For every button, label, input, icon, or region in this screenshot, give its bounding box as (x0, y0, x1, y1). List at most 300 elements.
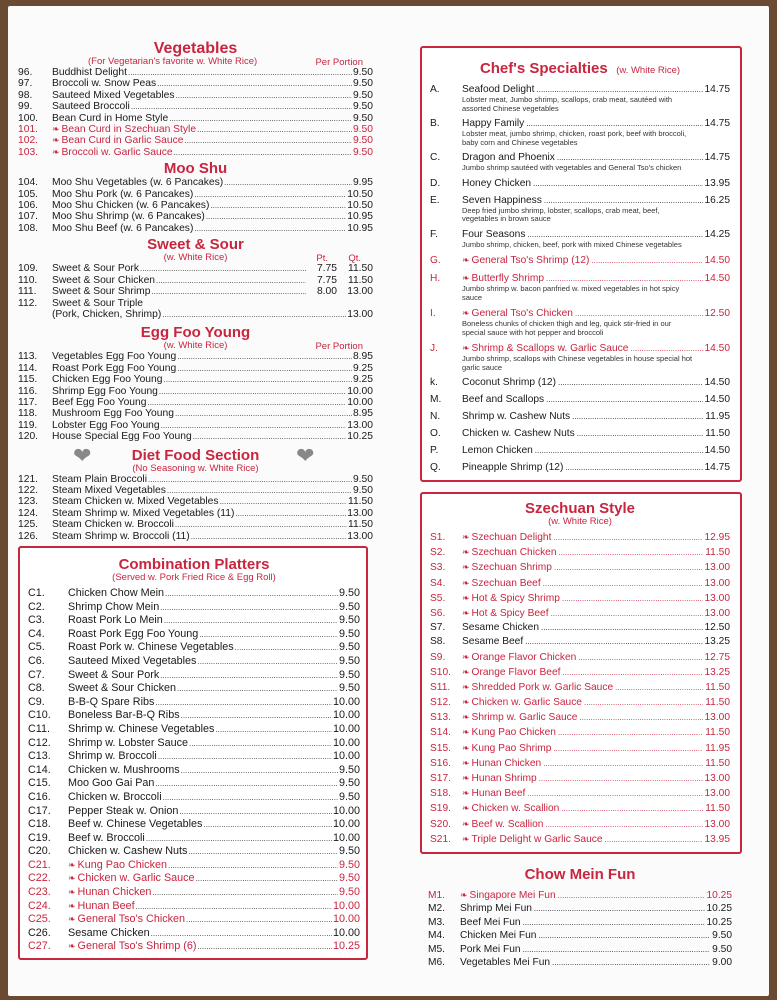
item-name: Sweet & Sour Triple (52, 297, 143, 309)
menu-item[interactable] (430, 428, 730, 440)
menu-item[interactable] (18, 223, 373, 234)
menu-item[interactable] (430, 757, 730, 770)
menu-item[interactable] (18, 286, 373, 297)
item-name: Sesame Chicken (68, 926, 150, 939)
leader-dots (197, 655, 338, 669)
menu-item[interactable] (18, 496, 373, 507)
item-number: A. (430, 84, 440, 95)
leader-dots (552, 957, 710, 969)
item-name: Sesame Beef (462, 636, 524, 648)
item-price: 14.50 (704, 377, 730, 388)
item-number: S2. (430, 547, 446, 559)
item-number: C1. (28, 587, 45, 599)
hot-pepper-icon: ❧ (462, 651, 470, 662)
hot-pepper-icon: ❧ (462, 532, 470, 542)
item-number: 124. (18, 507, 39, 519)
menu-item[interactable] (428, 944, 732, 956)
leader-dots (523, 917, 705, 929)
leader-dots (176, 90, 352, 101)
menu-item[interactable] (28, 886, 360, 900)
item-price: 10.95 (347, 211, 373, 223)
item-number: 96. (18, 67, 33, 78)
menu-item[interactable] (28, 669, 360, 683)
item-name: House Special Egg Foo Young (52, 431, 192, 443)
vegetables-subheader (18, 57, 373, 67)
item-price: 11.50 (705, 428, 730, 439)
item-price: 9.50 (338, 886, 360, 899)
menu-item[interactable] (430, 711, 730, 724)
item-name: Steam Chicken w. Broccoli (52, 519, 174, 531)
menu-item[interactable] (18, 78, 373, 89)
item-price: 12.50 (704, 308, 730, 319)
leader-dots (159, 386, 346, 397)
menu-item[interactable] (18, 90, 373, 101)
item-price: 9.50 (338, 777, 360, 790)
menu-item[interactable] (28, 818, 360, 832)
item-name: General Tso's Chicken (77, 913, 186, 926)
menu-item[interactable] (28, 682, 360, 696)
menu-item[interactable] (18, 431, 373, 442)
leader-dots (543, 578, 703, 590)
leader-dots (527, 229, 702, 241)
menu-item[interactable] (18, 298, 373, 309)
item-name: Bean Curd in Home Style (52, 112, 169, 124)
item-number: 110. (18, 274, 38, 286)
menu-item[interactable] (430, 666, 730, 679)
item-name: Moo Shu Vegetables (w. 6 Pancakes) (52, 177, 224, 189)
item-number: C. (430, 152, 441, 163)
menu-item[interactable] (430, 787, 730, 800)
item-name: Roast Pork Egg Foo Young (52, 362, 177, 374)
menu-item[interactable] (18, 113, 373, 124)
item-number: O. (430, 428, 441, 439)
item-name: Hot & Spicy Beef (471, 607, 549, 619)
item-name: Szechuan Shrimp (471, 562, 552, 574)
item-number: 108. (18, 222, 39, 234)
item-number: I. (430, 308, 436, 319)
item-name: Orange Flavor Beef (471, 666, 561, 678)
menu-item[interactable] (428, 930, 732, 942)
item-name: Roast Pork w. Chinese Vegetables (68, 641, 234, 654)
menu-item[interactable] (430, 377, 730, 389)
item-price: 14.75 (704, 84, 730, 95)
menu-item[interactable] (18, 275, 373, 286)
item-number: C7. (28, 668, 45, 681)
item-price: 10.50 (347, 188, 373, 200)
item-number: 126. (18, 530, 39, 542)
item-name: Beef and Scallops (462, 394, 545, 405)
item-price: 10.00 (332, 695, 360, 708)
item-description: Boneless chunks of chicken thigh and leg, quick stir-fried in our special sauce with hot pepper and broccoli (462, 319, 672, 337)
leader-dots (161, 420, 347, 431)
item-number: M2. (428, 903, 445, 915)
leader-dots (591, 255, 702, 267)
item-price-pint: 7.75 (316, 263, 337, 275)
menu-item[interactable] (430, 607, 730, 620)
leader-dots (539, 773, 703, 785)
item-price: 9.50 (338, 858, 360, 871)
menu-item[interactable] (28, 832, 360, 846)
left-column (18, 40, 373, 960)
menu-item[interactable] (28, 913, 360, 927)
menu-item[interactable] (430, 651, 730, 664)
item-name: Moo Shu Pork (w. 6 Pancakes) (52, 188, 194, 200)
item-price: 9.25 (352, 362, 373, 374)
menu-item[interactable] (430, 681, 730, 694)
item-name: Vegetables Egg Foo Young (52, 351, 177, 363)
item-number: B. (430, 118, 440, 129)
vegetables-title: Vegetables (153, 40, 238, 57)
vegetables-list (18, 67, 373, 158)
leader-dots (562, 667, 702, 679)
leader-dots (561, 803, 703, 815)
item-price: 11.50 (705, 681, 730, 693)
item-number: H. (430, 273, 441, 284)
item-name: Dragon and Phoenix (462, 152, 555, 163)
leader-dots (151, 927, 332, 941)
item-name: Sweet & Sour Shrimp (52, 286, 151, 298)
leader-dots (162, 309, 346, 320)
leader-dots (151, 286, 306, 297)
menu-item[interactable] (28, 750, 360, 764)
menu-item[interactable] (18, 508, 373, 519)
hot-pepper-icon: ❧ (462, 712, 470, 723)
item-name: Hunan Chicken (77, 886, 152, 899)
menu-item[interactable] (18, 386, 373, 397)
item-number: 122. (18, 484, 39, 496)
menu-item[interactable] (430, 742, 730, 755)
item-price: 10.00 (332, 913, 360, 926)
menu-item[interactable] (430, 394, 730, 406)
menu-item[interactable] (28, 696, 360, 710)
item-number: 123. (18, 496, 39, 508)
leader-dots (534, 903, 705, 915)
leader-dots (160, 601, 338, 615)
leader-dots (193, 431, 347, 442)
menu-item[interactable] (18, 135, 373, 146)
item-name: Hunan Shrimp (471, 773, 537, 784)
leader-dots (523, 944, 711, 956)
leader-dots (554, 562, 703, 574)
leader-dots (197, 940, 332, 954)
menu-item[interactable] (430, 818, 730, 831)
leader-dots (136, 900, 332, 914)
menu-item[interactable] (18, 147, 373, 158)
item-name: Broccoli w. Snow Peas (52, 78, 157, 90)
item-price: 14.25 (704, 228, 730, 240)
leader-dots (206, 211, 346, 222)
menu-item[interactable] (430, 636, 730, 648)
item-price: 13.00 (704, 607, 730, 619)
heart-icon: ❤ (73, 442, 92, 468)
item-price: 10.00 (332, 831, 360, 844)
item-name: Moo Shu Shrimp (w. 6 Pancakes) (52, 211, 205, 223)
leader-dots (558, 890, 705, 902)
item-number: 120. (18, 431, 39, 443)
item-number: C14. (28, 763, 51, 776)
leader-dots (553, 743, 703, 755)
menu-item[interactable] (18, 374, 373, 385)
menu-item[interactable] (28, 614, 360, 628)
item-number: S18. (430, 788, 451, 800)
hot-pepper-icon: ❧ (462, 343, 470, 353)
item-name: Triple Delight w Garlic Sauce (471, 833, 603, 845)
menu-item[interactable] (428, 903, 732, 915)
item-number: C15. (28, 777, 51, 790)
hot-pepper-icon: ❧ (462, 757, 470, 768)
item-name: Seafood Delight (462, 84, 535, 95)
leader-dots (156, 275, 306, 286)
menu-item[interactable] (18, 408, 373, 419)
item-description: Jumbo shrimp, chicken, beef, pork with mixed Chinese vegetables (462, 239, 682, 249)
item-price: 9.50 (338, 682, 360, 695)
item-name: Szechuan Beef (471, 577, 541, 589)
menu-item[interactable] (18, 363, 373, 374)
item-price: 13.00 (704, 818, 730, 830)
item-name: Kung Pao Chicken (471, 727, 556, 739)
menu-item[interactable] (428, 957, 732, 969)
menu-item[interactable] (18, 67, 373, 78)
item-number: C24. (28, 899, 51, 912)
menu-item[interactable] (430, 445, 730, 457)
item-number: G. (430, 255, 441, 266)
hot-pepper-icon: ❧ (462, 308, 470, 318)
item-name: Hot & Spicy Shrimp (471, 592, 560, 604)
menu-item[interactable] (28, 709, 360, 723)
item-number: C2. (28, 600, 45, 613)
hot-pepper-icon: ❧ (462, 681, 470, 692)
menu-item[interactable] (18, 124, 373, 135)
item-number: 114. (18, 362, 38, 374)
menu-item[interactable] (18, 101, 373, 112)
menu-item[interactable] (28, 900, 360, 914)
item-price: 14.75 (704, 462, 730, 473)
item-number: S3. (430, 562, 446, 574)
menu-item[interactable] (430, 577, 730, 590)
menu-item[interactable] (18, 397, 373, 408)
menu-item[interactable] (18, 531, 373, 542)
item-number: 125. (18, 519, 39, 531)
leader-dots (541, 622, 702, 634)
menu-item[interactable] (28, 723, 360, 737)
chefs-list (430, 84, 730, 474)
hot-pepper-icon: ❧ (462, 592, 470, 603)
item-number: 105. (18, 188, 39, 200)
leader-dots (164, 374, 352, 385)
item-price: 9.50 (338, 790, 360, 803)
menu-item[interactable] (18, 351, 373, 362)
menu-item[interactable] (18, 200, 373, 211)
leader-dots (220, 496, 347, 507)
menu-item[interactable] (28, 601, 360, 615)
menu-item[interactable] (430, 561, 730, 574)
menu-item[interactable] (28, 587, 360, 601)
menu-item[interactable] (430, 229, 730, 241)
item-price: 9.50 (712, 930, 732, 942)
item-price: 14.50 (704, 255, 730, 266)
item-number: 99. (18, 101, 33, 113)
menu-item[interactable] (28, 641, 360, 655)
item-number: S5. (430, 592, 446, 604)
hot-pepper-icon: ❧ (68, 887, 76, 898)
menu-item[interactable] (18, 474, 373, 485)
vegetables-col-header: Per Portion (315, 57, 363, 68)
leader-dots (181, 764, 338, 778)
item-number: C8. (28, 682, 45, 695)
menu-item[interactable] (18, 189, 373, 200)
leader-dots (525, 636, 702, 648)
item-name: Moo Shu Beef (w. 6 Pancakes) (52, 222, 194, 234)
item-price: 10.00 (332, 899, 360, 912)
item-number: E. (430, 194, 440, 206)
menu-item[interactable] (430, 195, 730, 207)
menu-item[interactable] (18, 263, 373, 274)
menu-item[interactable] (430, 462, 730, 474)
item-price: 9.00 (712, 957, 732, 969)
item-name: Beef w. Scallion (471, 818, 544, 830)
item-price: 14.75 (704, 118, 730, 129)
item-price: 13.25 (704, 666, 730, 678)
menu-item[interactable] (430, 622, 730, 634)
item-price: 12.95 (704, 532, 730, 543)
item-number: S15. (430, 742, 451, 754)
item-number: 118. (18, 408, 38, 420)
menu-item[interactable] (18, 211, 373, 222)
menu-item[interactable] (28, 845, 360, 859)
hot-pepper-icon: ❧ (462, 577, 470, 588)
menu-item[interactable] (28, 777, 360, 791)
item-price: 11.95 (705, 411, 730, 422)
leader-dots (535, 445, 703, 457)
chow-mein-fun-section (420, 866, 742, 970)
item-price: 10.25 (706, 903, 732, 915)
leader-dots (572, 411, 703, 423)
item-description: Lobster meat, jumbo shrimp, chicken, roast pork, beef with broccoli, baby corn and Chinese vegetables (462, 129, 687, 147)
leader-dots (186, 913, 332, 927)
menu-item[interactable] (430, 802, 730, 815)
hot-pepper-icon: ❧ (462, 773, 470, 783)
chefs-specialties-box (420, 46, 742, 482)
item-number: D. (430, 177, 441, 189)
menu-item[interactable] (430, 411, 730, 423)
menu-item[interactable] (28, 805, 360, 819)
hot-pepper-icon: ❧ (462, 666, 470, 677)
menu-item[interactable] (430, 696, 730, 709)
item-name: Happy Family (462, 118, 525, 129)
menu-item[interactable] (18, 485, 373, 496)
item-price: 11.95 (705, 742, 730, 754)
menu-item[interactable] (28, 628, 360, 642)
item-number: 117. (18, 396, 38, 408)
menu-item[interactable] (18, 519, 373, 530)
item-price: 10.00 (332, 722, 360, 735)
menu-item[interactable] (28, 791, 360, 805)
sweet-sour-list (18, 263, 373, 297)
item-number: 115. (18, 374, 38, 386)
menu-item[interactable] (28, 927, 360, 941)
item-name: Sauteed Mixed Vegetables (68, 654, 197, 667)
menu-item[interactable] (430, 254, 730, 267)
qt-header: Qt. (348, 253, 361, 265)
menu-item[interactable] (28, 872, 360, 886)
hot-pepper-icon: ❧ (460, 889, 468, 900)
item-name: Beef w. Broccoli (68, 831, 145, 844)
item-name: Orange Flavor Chicken (471, 651, 577, 663)
heart-icon: ❤ (296, 442, 315, 468)
hot-pepper-icon: ❧ (462, 788, 470, 799)
item-price: 10.00 (332, 736, 360, 749)
hot-pepper-icon: ❧ (462, 562, 470, 573)
leader-dots (194, 189, 346, 200)
item-name: Chicken w. Scallion (471, 803, 560, 815)
item-name: Shrimp Egg Foo Young (52, 385, 158, 397)
item-price: 9.50 (352, 67, 373, 78)
menu-item[interactable] (18, 177, 373, 188)
item-price: 13.00 (704, 562, 730, 574)
pt-header: Pt. (316, 253, 328, 265)
item-number: 111. (18, 286, 37, 298)
item-price: 10.25 (706, 889, 732, 901)
menu-item[interactable] (28, 737, 360, 751)
item-name: Lemon Chicken (462, 445, 533, 456)
leader-dots (140, 263, 306, 274)
menu-item[interactable] (28, 940, 360, 954)
menu-item[interactable] (430, 546, 730, 559)
item-name: Beef w. Chinese Vegetables (68, 818, 203, 831)
item-name: Shrimp w. Chinese Vegetables (68, 722, 215, 735)
menu-item[interactable] (430, 531, 730, 544)
leader-dots (543, 758, 703, 770)
item-price: 11.50 (705, 803, 730, 815)
sweet-sour-subheader (18, 253, 373, 263)
hot-pepper-icon: ❧ (462, 742, 470, 753)
menu-item[interactable] (28, 764, 360, 778)
item-name: Vegetables Mei Fun (460, 957, 551, 969)
item-number: Q. (430, 462, 441, 473)
item-price: 13.00 (704, 592, 730, 604)
menu-item[interactable] (430, 592, 730, 605)
item-number: 103. (18, 146, 39, 158)
menu-item[interactable] (430, 178, 730, 190)
szechuan-list (430, 531, 730, 846)
menu-item[interactable] (430, 772, 730, 785)
item-name: General Tso's Shrimp (6) (77, 940, 197, 953)
menu-item[interactable] (428, 889, 732, 902)
hot-pepper-icon: ❧ (52, 146, 60, 157)
item-number: 100. (18, 112, 39, 124)
menu-item[interactable] (28, 655, 360, 669)
leader-dots (164, 614, 338, 628)
item-name: Chicken w. Cashew Nuts (462, 428, 575, 439)
item-price: 11.50 (347, 519, 373, 531)
menu-item[interactable] (430, 833, 730, 846)
item-price: 9.50 (352, 78, 373, 90)
item-price: 9.50 (338, 627, 360, 640)
menu-item[interactable] (428, 917, 732, 929)
menu-item[interactable] (430, 726, 730, 739)
item-name: Sweet & Sour Pork (68, 668, 160, 681)
chefs-header (430, 60, 730, 78)
item-price: 9.50 (338, 654, 360, 667)
leader-dots (189, 737, 332, 751)
item-name: Chicken w. Garlic Sauce (471, 697, 582, 709)
menu-item[interactable] (28, 859, 360, 873)
hot-pepper-icon: ❧ (462, 818, 470, 829)
item-price: 10.00 (332, 804, 360, 817)
menu-item[interactable] (18, 420, 373, 431)
item-price: 10.25 (706, 916, 732, 928)
item-price: 9.95 (352, 177, 373, 189)
